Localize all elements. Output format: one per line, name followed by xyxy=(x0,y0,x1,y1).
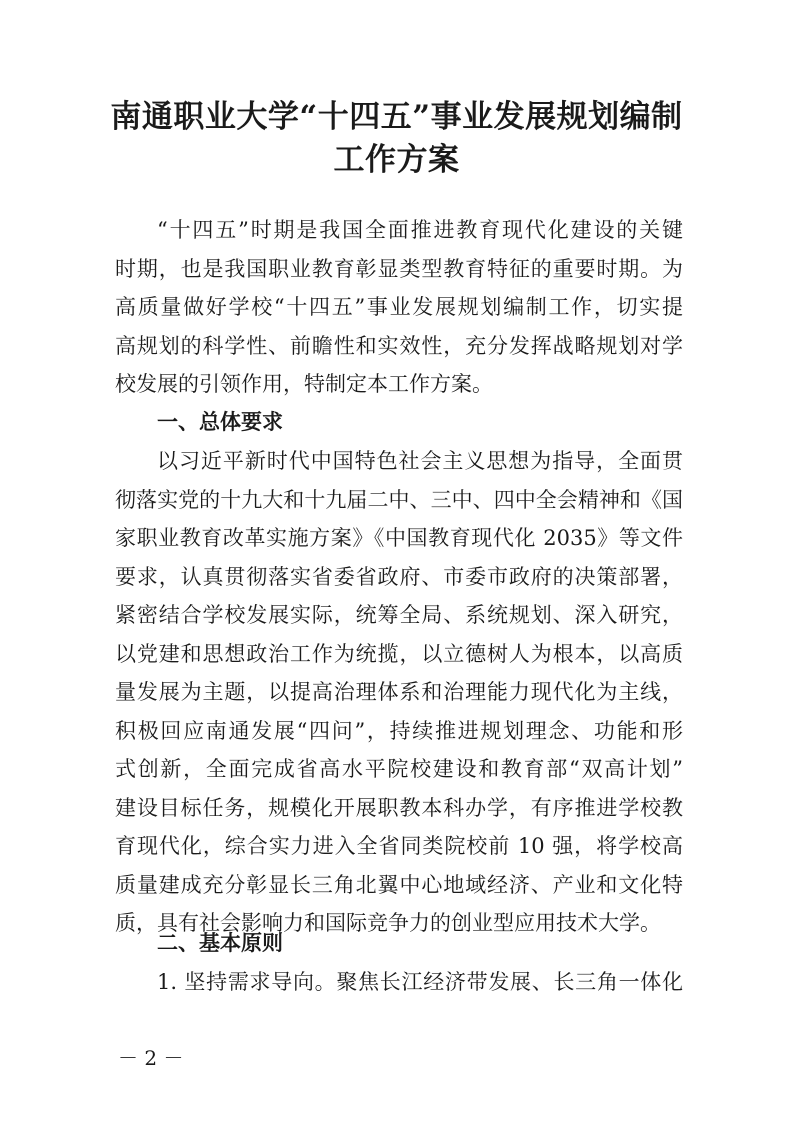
paragraph-line: 紧密结合学校发展实际，统筹全局、系统规划、深入研究， xyxy=(115,603,683,627)
paragraph-line: 质，具有社会影响力和国际竞争力的创业型应用技术大学。 xyxy=(115,911,661,935)
paragraph-line: 高规划的科学性、前瞻性和实效性，充分发挥战略规划对学 xyxy=(115,333,683,358)
paragraph-line: 校发展的引领作用，特制定本工作方案。 xyxy=(115,372,493,396)
paragraph-line: 彻落实党的十九大和十九届二中、三中、四中全会精神和《国 xyxy=(115,487,683,512)
paragraph-line: 要求，认真贯彻落实省委省政府、市委市政府的决策部署， xyxy=(115,564,683,589)
paragraph-line: “十四五”时期是我国全面推进教育现代化建设的关键 xyxy=(157,218,683,242)
paragraph-line: 时期，也是我国职业教育彰显类型教育特征的重要时期。为 xyxy=(115,256,683,281)
paragraph-line: 高质量做好学校“十四五”事业发展规划编制工作，切实提 xyxy=(115,295,683,319)
section-heading-overall-requirements: 一、总体要求 xyxy=(157,410,283,434)
section2-paragraph xyxy=(115,963,683,1002)
paragraph-line: 家职业教育改革实施方案》《中国教育现代化 2035》等文件 xyxy=(115,526,683,550)
section-heading-basic-principles: 二、基本原则 xyxy=(157,931,283,955)
intro-paragraph xyxy=(115,211,683,404)
paragraph-line: 以党建和思想政治工作为统揽，以立德树人为根本，以高质 xyxy=(115,641,683,666)
paragraph-line: 量发展为主题，以提高治理体系和治理能力现代化为主线， xyxy=(115,680,683,704)
document-title-line-2: 工作方案 xyxy=(333,142,460,178)
page-number: － 2 － xyxy=(118,1046,184,1070)
paragraph-line: 1. 坚持需求导向。聚焦长江经济带发展、长三角一体化 xyxy=(157,970,683,994)
paragraph-line: 质量建成充分彰显长三角北翼中心地域经济、产业和文化特 xyxy=(115,872,683,897)
paragraph-line: 积极回应南通发展“四问”，持续推进规划理念、功能和形 xyxy=(115,718,683,743)
paragraph-line: 式创新，全面完成省高水平院校建设和教育部“双高计划” xyxy=(115,757,683,781)
paragraph-line: 育现代化，综合实力进入全省同类院校前 10 强，将学校高 xyxy=(115,834,683,858)
section1-paragraph xyxy=(115,442,683,943)
paragraph-line: 建设目标任务，规模化开展职教本科办学，有序推进学校教 xyxy=(115,795,683,820)
paragraph-line: 以习近平新时代中国特色社会主义思想为指导，全面贯 xyxy=(157,449,683,473)
document-title-line-1: 南通职业大学“十四五”事业发展规划编制 xyxy=(110,99,683,135)
